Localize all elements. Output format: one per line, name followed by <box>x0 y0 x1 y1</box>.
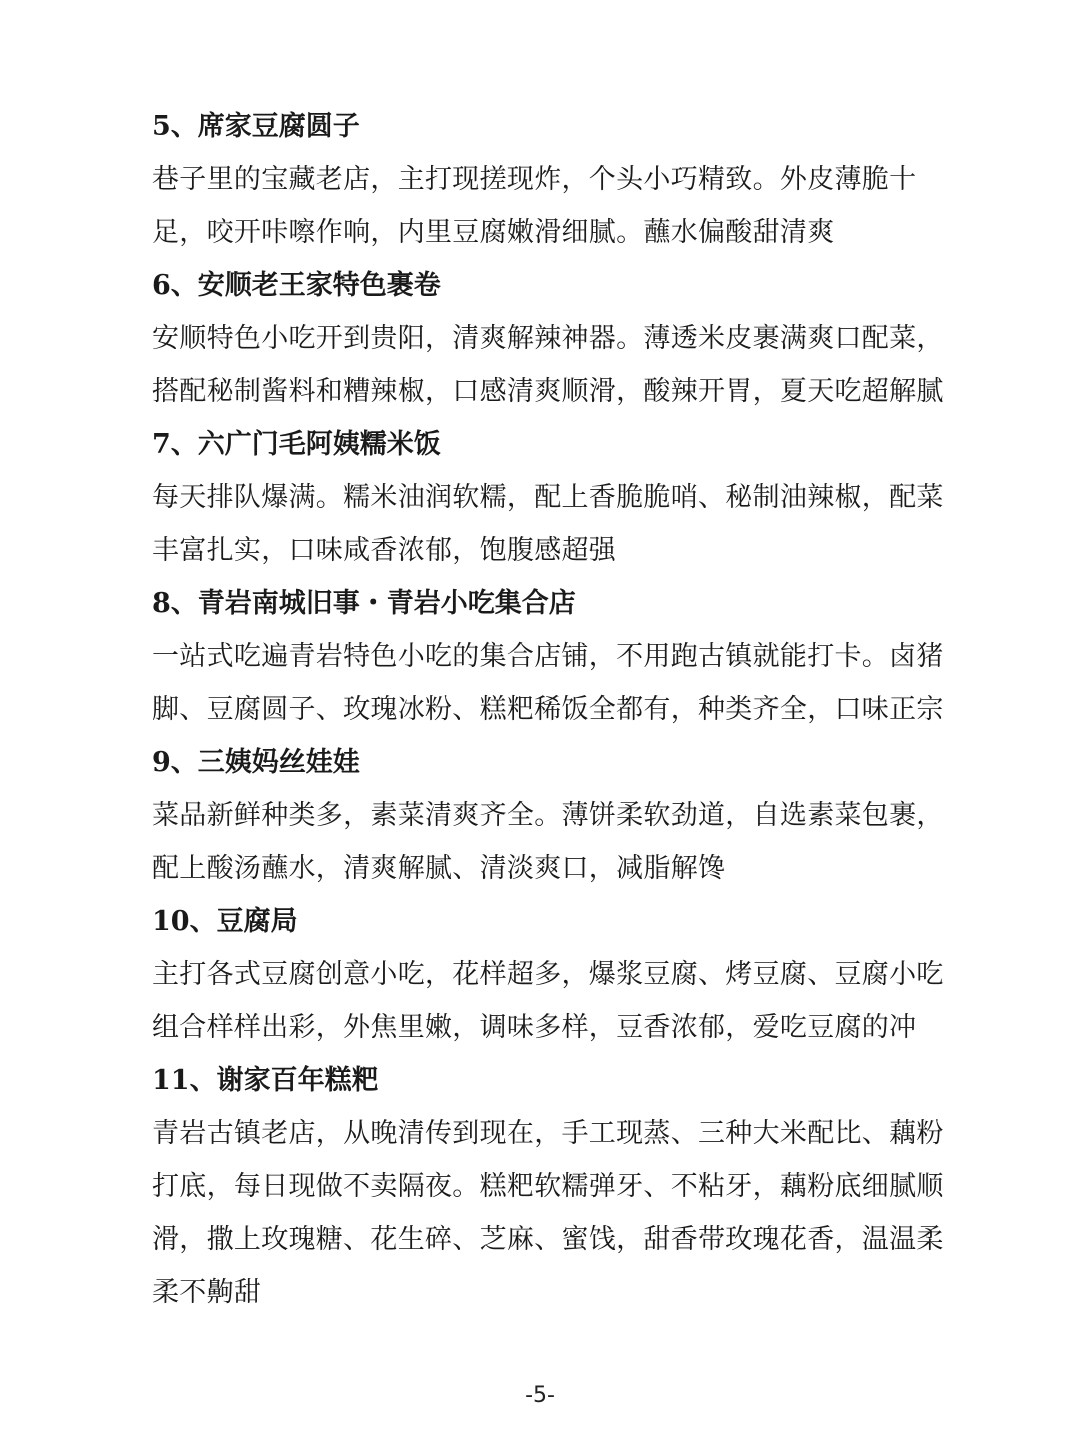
entry-9 <box>152 736 942 895</box>
entry-text-line: 打底，每日现做不卖隔夜。糕粑软糯弹牙、不粘牙，藕粉底细腻顺 <box>152 1171 944 1202</box>
entry-text-line: 青岩古镇老店，从晚清传到现在，手工现蒸、三种大米配比、藕粉 <box>152 1118 944 1149</box>
entry-11 <box>152 1054 942 1319</box>
entry-text-line: 每天排队爆满。糯米油润软糯，配上香脆脆哨、秘制油辣椒，配菜 <box>152 482 944 513</box>
entry-title: 9、三姨妈丝娃娃 <box>152 747 360 778</box>
entry-text-line: 巷子里的宝藏老店，主打现搓现炸，个头小巧精致。外皮薄脆十 <box>152 164 917 195</box>
entry-title: 8、青岩南城旧事・青岩小吃集合店 <box>152 588 576 619</box>
entry-title: 11、谢家百年糕粑 <box>152 1065 379 1096</box>
entry-8 <box>152 577 942 736</box>
entry-title: 7、六广门毛阿姨糯米饭 <box>152 429 441 460</box>
entry-10 <box>152 895 942 1054</box>
entry-text-line: 配上酸汤蘸水，清爽解腻、清淡爽口，减脂解馋 <box>152 853 726 884</box>
entry-text-line: 柔不齁甜 <box>152 1277 262 1308</box>
entry-text-line: 主打各式豆腐创意小吃，花样超多，爆浆豆腐、烤豆腐、豆腐小吃 <box>152 959 944 990</box>
entry-text-line: 滑，撒上玫瑰糖、花生碎、芝麻、蜜饯，甜香带玫瑰花香，温温柔 <box>152 1224 944 1255</box>
entry-title: 5、席家豆腐圆子 <box>152 111 360 142</box>
entry-text-line: 脚、豆腐圆子、玫瑰冰粉、糕粑稀饭全都有，种类齐全，口味正宗 <box>152 694 944 725</box>
entry-text-line: 搭配秘制酱料和糟辣椒，口感清爽顺滑，酸辣开胃，夏天吃超解腻 <box>152 376 944 407</box>
page-number: -5- <box>525 1383 555 1408</box>
entry-text-line: 组合样样出彩，外焦里嫩，调味多样，豆香浓郁，爱吃豆腐的冲 <box>152 1012 917 1043</box>
entry-text-line: 安顺特色小吃开到贵阳，清爽解辣神器。薄透米皮裹满爽口配菜， <box>152 323 944 354</box>
entry-7 <box>152 418 942 577</box>
entry-text-line: 足，咬开咔嚓作响，内里豆腐嫩滑细腻。蘸水偏酸甜清爽 <box>152 217 835 248</box>
entry-5 <box>152 100 942 259</box>
entry-6 <box>152 259 942 418</box>
entry-title: 6、安顺老王家特色裹卷 <box>152 270 441 301</box>
document-body <box>152 100 942 1319</box>
entry-text-line: 菜品新鲜种类多，素菜清爽齐全。薄饼柔软劲道，自选素菜包裹， <box>152 800 944 831</box>
entry-text-line: 一站式吃遍青岩特色小吃的集合店铺，不用跑古镇就能打卡。卤猪 <box>152 641 944 672</box>
entry-text-line: 丰富扎实，口味咸香浓郁，饱腹感超强 <box>152 535 617 566</box>
entry-title: 10、豆腐局 <box>152 906 298 937</box>
